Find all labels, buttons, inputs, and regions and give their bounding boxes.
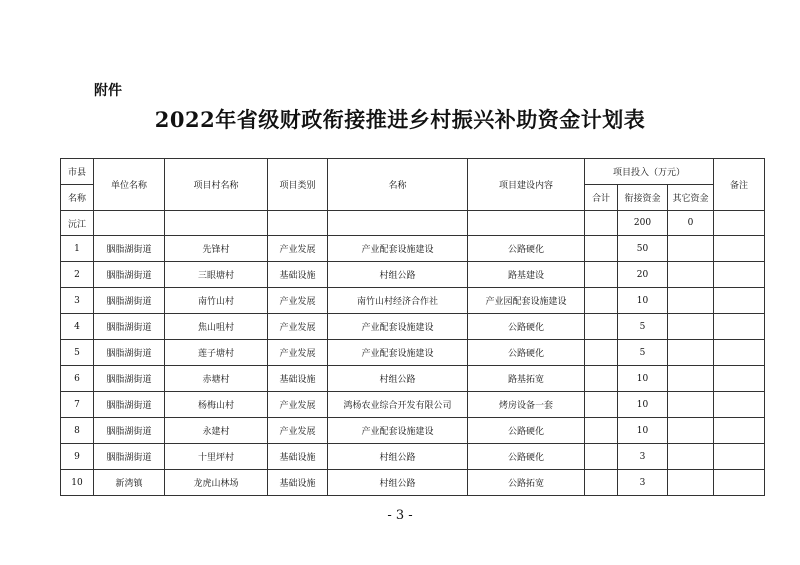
cell-remarks (714, 236, 765, 262)
cell-construction-content: 公路拓宽 (468, 470, 585, 496)
cell-other-funds (668, 392, 714, 418)
cell-construction-content: 路基拓宽 (468, 366, 585, 392)
table-row (61, 470, 765, 496)
cell-remarks (714, 392, 765, 418)
cell-project-village: 龙虎山林场 (165, 470, 268, 496)
cell-name: 村组公路 (328, 262, 468, 288)
cell-remarks (714, 288, 765, 314)
cell-linkage-funds: 5 (618, 340, 668, 366)
cell-name: 村组公路 (328, 366, 468, 392)
cell-project-village: 先锋村 (165, 236, 268, 262)
cell-total (585, 262, 618, 288)
cell-remarks (714, 470, 765, 496)
total-unit (94, 211, 165, 236)
header-row-1 (61, 159, 765, 185)
table-row (61, 340, 765, 366)
cell-project-village: 十里坪村 (165, 444, 268, 470)
cell-total (585, 236, 618, 262)
header-construction-content: 项目建设内容 (468, 159, 585, 211)
cell-project-village: 杨梅山村 (165, 392, 268, 418)
cell-row-number: 4 (61, 314, 94, 340)
cell-remarks (714, 366, 765, 392)
total-sum (585, 211, 618, 236)
header-linkage-funds: 衔接资金 (618, 185, 668, 211)
cell-linkage-funds: 3 (618, 444, 668, 470)
header-city-county-top: 市县 (61, 159, 94, 185)
cell-name: 村组公路 (328, 444, 468, 470)
total-remarks (714, 211, 765, 236)
cell-other-funds (668, 418, 714, 444)
header-project-type: 项目类别 (268, 159, 328, 211)
total-type (268, 211, 328, 236)
cell-row-number: 6 (61, 366, 94, 392)
cell-other-funds (668, 444, 714, 470)
cell-project-type: 基础设施 (268, 470, 328, 496)
cell-total (585, 340, 618, 366)
cell-project-type: 产业发展 (268, 288, 328, 314)
cell-project-type: 产业发展 (268, 392, 328, 418)
total-linkage-funds: 200 (618, 211, 668, 236)
cell-project-type: 产业发展 (268, 340, 328, 366)
total-name (328, 211, 468, 236)
cell-unit-name: 新湾镇 (94, 470, 165, 496)
header-total: 合计 (585, 185, 618, 211)
cell-row-number: 1 (61, 236, 94, 262)
cell-linkage-funds: 10 (618, 366, 668, 392)
cell-unit-name: 胭脂湖街道 (94, 262, 165, 288)
cell-row-number: 3 (61, 288, 94, 314)
cell-unit-name: 胭脂湖街道 (94, 314, 165, 340)
cell-total (585, 418, 618, 444)
table-row (61, 288, 765, 314)
cell-remarks (714, 262, 765, 288)
cell-total (585, 314, 618, 340)
cell-row-number: 2 (61, 262, 94, 288)
cell-construction-content: 公路硬化 (468, 444, 585, 470)
total-village (165, 211, 268, 236)
total-content (468, 211, 585, 236)
header-city-county-bottom: 名称 (61, 185, 94, 211)
cell-row-number: 8 (61, 418, 94, 444)
cell-total (585, 288, 618, 314)
cell-construction-content: 烤房设备一套 (468, 392, 585, 418)
header-remarks: 备注 (714, 159, 765, 211)
attachment-label: 附件 (94, 83, 122, 99)
cell-row-number: 9 (61, 444, 94, 470)
table-row (61, 314, 765, 340)
cell-project-type: 基础设施 (268, 262, 328, 288)
cell-construction-content: 公路硬化 (468, 418, 585, 444)
cell-unit-name: 胭脂湖街道 (94, 418, 165, 444)
funding-plan-table (60, 158, 765, 496)
cell-other-funds (668, 262, 714, 288)
page-number: - 3 - (387, 508, 413, 523)
cell-unit-name: 胭脂湖街道 (94, 236, 165, 262)
header-project-village: 项目村名称 (165, 159, 268, 211)
cell-name: 产业配套设施建设 (328, 418, 468, 444)
table-row (61, 392, 765, 418)
table-row (61, 366, 765, 392)
cell-project-type: 产业发展 (268, 314, 328, 340)
cell-construction-content: 公路硬化 (468, 236, 585, 262)
cell-project-village: 赤塘村 (165, 366, 268, 392)
cell-construction-content: 产业园配套设施建设 (468, 288, 585, 314)
cell-row-number: 10 (61, 470, 94, 496)
cell-unit-name: 胭脂湖街道 (94, 366, 165, 392)
header-name: 名称 (328, 159, 468, 211)
cell-project-village: 焦山咀村 (165, 314, 268, 340)
cell-project-village: 南竹山村 (165, 288, 268, 314)
cell-name: 南竹山村经济合作社 (328, 288, 468, 314)
table-row (61, 236, 765, 262)
cell-name: 产业配套设施建设 (328, 340, 468, 366)
cell-unit-name: 胭脂湖街道 (94, 444, 165, 470)
cell-name: 村组公路 (328, 470, 468, 496)
cell-other-funds (668, 470, 714, 496)
cell-total (585, 444, 618, 470)
cell-project-village: 三眼塘村 (165, 262, 268, 288)
cell-row-number: 7 (61, 392, 94, 418)
header-other-funds: 其它资金 (668, 185, 714, 211)
cell-remarks (714, 444, 765, 470)
cell-linkage-funds: 10 (618, 392, 668, 418)
cell-name: 产业配套设施建设 (328, 236, 468, 262)
cell-construction-content: 路基建设 (468, 262, 585, 288)
cell-project-type: 产业发展 (268, 418, 328, 444)
cell-name: 产业配套设施建设 (328, 314, 468, 340)
cell-project-village: 莲子塘村 (165, 340, 268, 366)
cell-total (585, 366, 618, 392)
cell-row-number: 5 (61, 340, 94, 366)
cell-project-type: 基础设施 (268, 366, 328, 392)
page-title: 2022年省级财政衔接推进乡村振兴补助资金计划表 (154, 107, 646, 132)
cell-other-funds (668, 340, 714, 366)
table-row (61, 262, 765, 288)
table-row (61, 418, 765, 444)
cell-unit-name: 胭脂湖街道 (94, 340, 165, 366)
cell-other-funds (668, 288, 714, 314)
cell-construction-content: 公路硬化 (468, 340, 585, 366)
cell-project-village: 永建村 (165, 418, 268, 444)
cell-project-type: 基础设施 (268, 444, 328, 470)
total-county: 沅江 (61, 211, 94, 236)
cell-name: 鸿杨农业综合开发有限公司 (328, 392, 468, 418)
cell-linkage-funds: 3 (618, 470, 668, 496)
total-other-funds: 0 (668, 211, 714, 236)
cell-linkage-funds: 10 (618, 288, 668, 314)
total-row (61, 211, 765, 236)
cell-unit-name: 胭脂湖街道 (94, 288, 165, 314)
cell-total (585, 470, 618, 496)
cell-other-funds (668, 314, 714, 340)
cell-remarks (714, 418, 765, 444)
header-investment: 项目投入（万元） (585, 159, 714, 185)
cell-unit-name: 胭脂湖街道 (94, 392, 165, 418)
cell-linkage-funds: 10 (618, 418, 668, 444)
cell-remarks (714, 340, 765, 366)
cell-total (585, 392, 618, 418)
cell-project-type: 产业发展 (268, 236, 328, 262)
header-unit-name: 单位名称 (94, 159, 165, 211)
cell-linkage-funds: 50 (618, 236, 668, 262)
cell-remarks (714, 314, 765, 340)
cell-other-funds (668, 366, 714, 392)
cell-construction-content: 公路硬化 (468, 314, 585, 340)
cell-linkage-funds: 5 (618, 314, 668, 340)
cell-other-funds (668, 236, 714, 262)
cell-linkage-funds: 20 (618, 262, 668, 288)
table-row (61, 444, 765, 470)
